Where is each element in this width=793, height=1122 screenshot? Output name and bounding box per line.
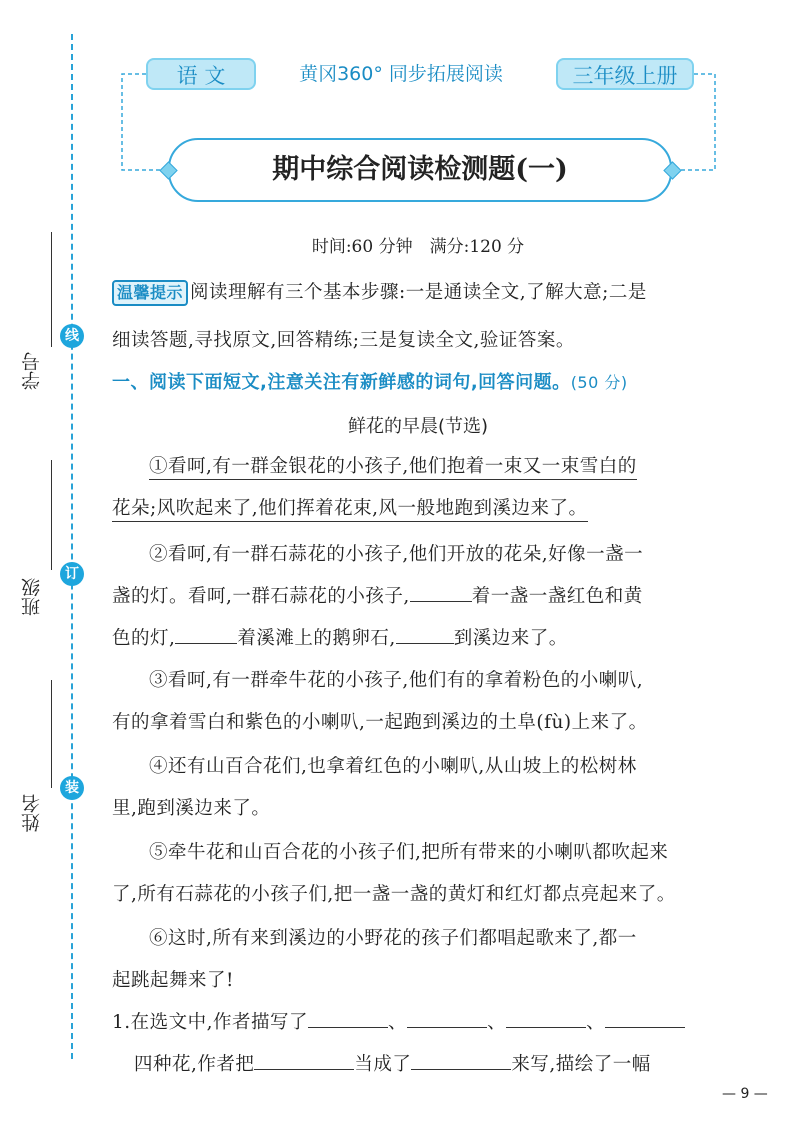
grade-label: 三年级上册: [556, 58, 694, 90]
question-text: 1.在选文中,作者描写了: [112, 1012, 309, 1033]
section-score: (50 分): [570, 373, 628, 392]
paragraph-text: ③看呵,有一群牵牛花的小孩子,他们有的拿着粉色的小喇叭,: [149, 670, 644, 691]
passage-line: [112, 924, 724, 950]
class-field[interactable]: [18, 460, 52, 620]
student-id-field[interactable]: [18, 232, 52, 392]
passage-line: [112, 624, 724, 650]
paragraph-text: ⑤牵牛花和山百合花的小孩子们,把所有带来的小喇叭都吹起来: [149, 842, 669, 863]
name-label: 姓名: [21, 794, 43, 832]
paragraph-text: 着一盏一盏红色和黄: [471, 586, 643, 607]
answer-blank[interactable]: [308, 1009, 388, 1028]
answer-blank[interactable]: [407, 1009, 487, 1028]
underlined-sentence-2: 花朵;风吹起来了,他们挥着花束,风一般地跑到溪边来了。: [112, 498, 588, 522]
passage-line: [112, 666, 724, 692]
question-1-line-1: [112, 1008, 724, 1034]
answer-blank[interactable]: [605, 1009, 685, 1028]
paragraph-text: 盏的灯。看呵,一群石蒜花的小孩子,: [112, 586, 410, 607]
passage-line: [112, 540, 724, 566]
passage-line: [112, 752, 724, 778]
student-id-line: [51, 232, 52, 347]
name-line: [51, 680, 52, 788]
binding-badge-zhuang: 装: [60, 776, 84, 800]
class-label: 班级: [21, 578, 43, 616]
paragraph-text: 着溪滩上的鹅卵石,: [237, 628, 396, 649]
passage-line: [112, 838, 724, 864]
answer-blank[interactable]: [411, 1051, 511, 1070]
question-text: 来写,描绘了一幅: [511, 1054, 651, 1075]
name-field[interactable]: [18, 680, 52, 835]
tip-line-1: [112, 278, 724, 306]
separator: 、: [586, 1012, 606, 1033]
series-name: 黄冈360° 同步拓展阅读: [299, 63, 503, 85]
passage-line: 有的拿着雪白和紫色的小喇叭,一起跑到溪边的土阜(fù)上来了。: [112, 712, 648, 733]
paragraph-text: ⑥这时,所有来到溪边的小野花的孩子们都唱起歌来了,都一: [149, 928, 637, 949]
fill-blank[interactable]: [175, 625, 237, 644]
binding-badge-ding: 订: [60, 562, 84, 586]
question-text: 四种花,作者把: [134, 1054, 255, 1075]
fill-blank[interactable]: [410, 583, 472, 602]
question-text: 当成了: [354, 1054, 412, 1075]
tip-badge: 温馨提示: [112, 280, 188, 306]
section-heading: [112, 368, 724, 394]
student-id-label: 学号: [21, 352, 43, 390]
passage-line: 起跳起舞来了!: [112, 970, 234, 991]
paragraph-text: 色的灯,: [112, 628, 176, 649]
paragraph-text: ②看呵,有一群石蒜花的小孩子,他们开放的花朵,好像一盏一: [149, 544, 644, 565]
exam-info: 时间:60 分钟 满分:120 分: [311, 237, 525, 257]
page-title: 期中综合阅读检测题(一): [272, 154, 568, 185]
answer-blank[interactable]: [254, 1051, 354, 1070]
paragraph-text: 到溪边来了。: [453, 628, 568, 649]
paragraph-text: ④还有山百合花们,也拿着红色的小喇叭,从山坡上的松树林: [149, 756, 637, 777]
fill-blank[interactable]: [396, 625, 454, 644]
passage-title: 鲜花的早晨(节选): [347, 416, 489, 437]
answer-blank[interactable]: [506, 1009, 586, 1028]
separator: 、: [487, 1012, 507, 1033]
tip-text-1: 阅读理解有三个基本步骤:一是通读全文,了解大意;二是: [190, 282, 647, 303]
section-heading-text: 一、阅读下面短文,注意关注有新鲜感的词句,回答问题。: [112, 372, 571, 393]
passage-line: 里,跑到溪边来了。: [112, 798, 271, 819]
passage-line: [112, 452, 724, 478]
binding-badge-xian: 线: [60, 324, 84, 348]
passage-line: 了,所有石蒜花的小孩子们,把一盏一盏的黄灯和红灯都点亮起来了。: [112, 884, 676, 905]
passage-line: [112, 494, 724, 520]
underlined-sentence-1: ①看呵,有一群金银花的小孩子,他们抱着一束又一束雪白的: [149, 456, 637, 480]
question-1-line-2: [112, 1050, 724, 1076]
passage-line: [112, 582, 724, 608]
tip-line-2: 细读答题,寻找原文,回答精练;三是复读全文,验证答案。: [112, 330, 575, 351]
class-line: [51, 460, 52, 570]
subject-label: 语 文: [146, 58, 256, 90]
page-number: — 9 —: [722, 1086, 768, 1102]
separator: 、: [388, 1012, 408, 1033]
